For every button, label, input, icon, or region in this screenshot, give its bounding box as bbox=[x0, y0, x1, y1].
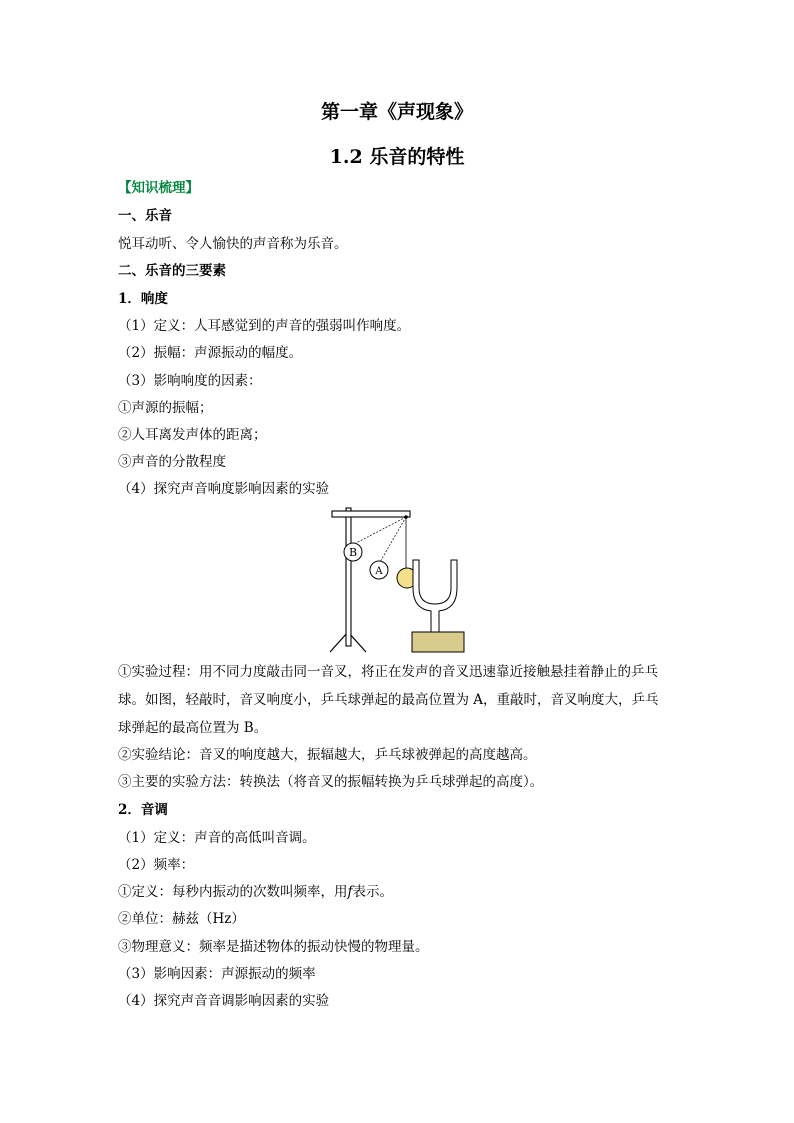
paragraph: 球。如图，轻敲时，音叉响度小，乒乓球弹起的最高位置为 A，重敲时，音叉响度大，乒乓 bbox=[118, 692, 659, 708]
paragraph: 悦耳动听、令人愉快的声音称为乐音。 bbox=[118, 236, 348, 252]
paragraph: （4）探究声音响度影响因素的实验 bbox=[118, 481, 330, 497]
section-heading-three-elements: 二、乐音的三要素 bbox=[118, 263, 226, 279]
list-item: ①声源的振幅； bbox=[118, 400, 213, 416]
tuning-fork-figure bbox=[318, 504, 478, 654]
paragraph: ③主要的实验方法：转换法（将音叉的振幅转换为乒乓球弹起的高度）。 bbox=[118, 774, 544, 790]
paragraph: （1）定义：人耳感觉到的声音的强弱叫作响度。 bbox=[118, 318, 411, 334]
tuning-fork-illustration bbox=[318, 504, 478, 654]
freq-def-suffix: 表示。 bbox=[352, 884, 393, 900]
chapter-title: 第一章《声现象》 bbox=[320, 101, 473, 123]
subheading-pitch: 2．音调 bbox=[118, 802, 168, 818]
paragraph: （3）影响因素：声源振动的频率 bbox=[118, 966, 316, 982]
section-title: 1.2 乐音的特性 bbox=[329, 146, 465, 168]
list-item: ②人耳离发声体的距离； bbox=[118, 427, 267, 443]
section-heading-music-sound: 一、乐音 bbox=[118, 208, 172, 224]
paragraph: （4）探究声音音调影响因素的实验 bbox=[118, 993, 330, 1009]
knowledge-heading: 【知识梳理】 bbox=[118, 180, 199, 196]
paragraph: （2）振幅：声源振动的幅度。 bbox=[118, 345, 303, 361]
label-a: A bbox=[375, 566, 383, 577]
paragraph: 球弹起的最高位置为 B。 bbox=[118, 720, 268, 736]
list-item: ③声音的分散程度 bbox=[118, 454, 226, 470]
freq-symbol: f bbox=[347, 884, 353, 900]
paragraph: ②实验结论：音叉的响度越大，振辐越大，乒乓球被弹起的高度越高。 bbox=[118, 747, 537, 763]
resonance-box bbox=[412, 632, 464, 652]
tuning-fork bbox=[413, 560, 457, 632]
list-item: ③物理意义：频率是描述物体的振动快慢的物理量。 bbox=[118, 939, 429, 955]
subheading-loudness: 1．响度 bbox=[118, 291, 168, 307]
freq-def-text: ①定义：每秒内振动的次数叫频率，用 bbox=[118, 884, 348, 900]
list-item bbox=[118, 882, 393, 902]
label-b: B bbox=[348, 546, 358, 559]
stand-arm bbox=[332, 511, 410, 517]
paragraph: （1）定义：声音的高低叫音调。 bbox=[118, 830, 316, 846]
paragraph: （3）影响响度的因素： bbox=[118, 373, 262, 389]
paragraph: ①实验过程：用不同力度敲击同一音叉，将正在发声的音叉迅速靠近接触悬挂着静止的乒乓 bbox=[118, 664, 658, 680]
stand-pole bbox=[346, 508, 351, 646]
list-item: ②单位：赫兹（Hz） bbox=[118, 911, 245, 927]
paragraph: （2）频率： bbox=[118, 857, 195, 873]
